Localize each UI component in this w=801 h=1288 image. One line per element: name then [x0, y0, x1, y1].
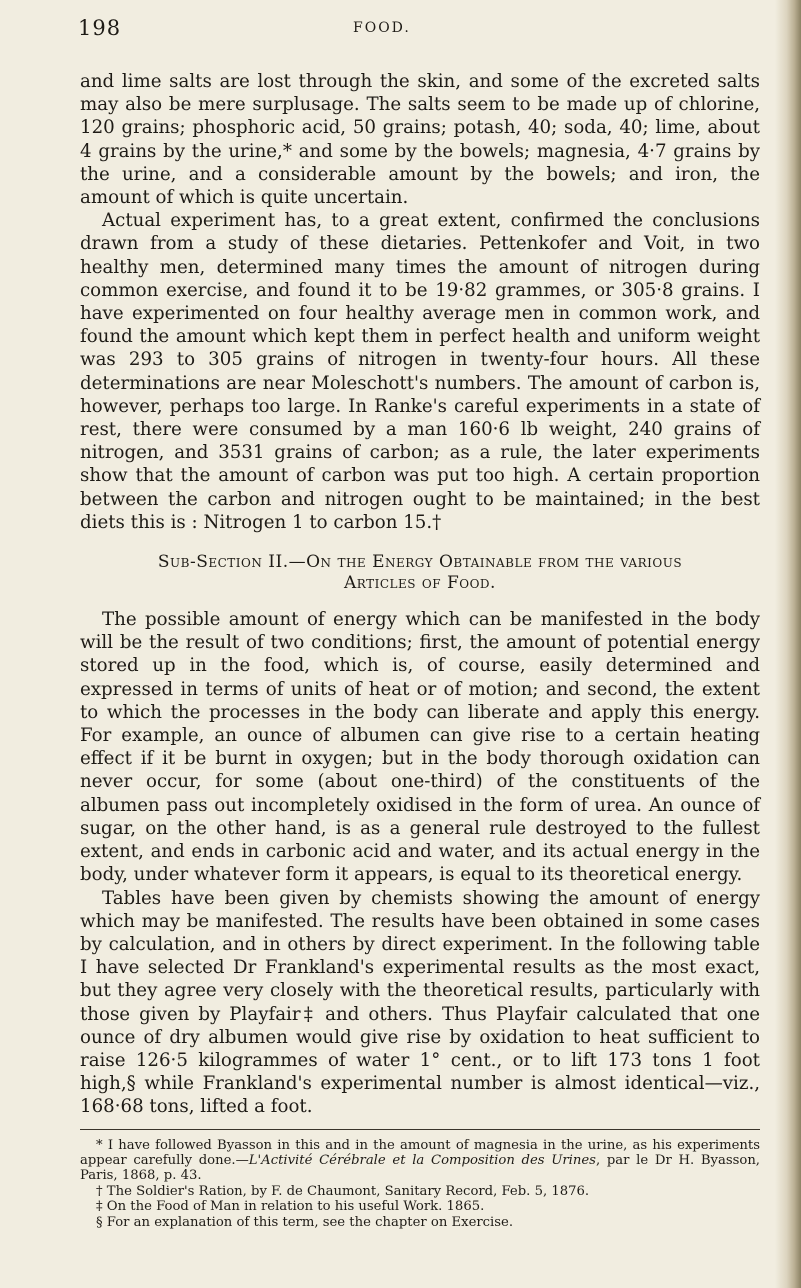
footnote-4: § For an explanation of this term, see the chapter on Exercise. [96, 1214, 514, 1230]
footnote-1 [80, 1138, 760, 1184]
footnote-2: † The Soldier's Ration, by F. de Chaumont, Sanitary Record, Feb. 5, 1876. [96, 1183, 590, 1199]
footnote-1-tail: , par le Dr H. Byasson, Paris, 1868, p. 43. [80, 1152, 760, 1184]
section-heading [80, 552, 760, 594]
footnote-3: ‡ On the Food of Man in relation to his useful Work. 1865. [96, 1199, 485, 1215]
section-heading-line-1: Sub-Section II.—On the Energy Obtainable from the various [157, 552, 683, 573]
paragraph-experiment: Actual experiment has, to a great extent, confirmed the conclusions drawn from a study of these dietaries. Pettenkofer and Voit, in two healthy men, determined many times the amount of nitrogen during common exercise, and found it to be 19·82 grammes, or 305·8 grains. I have experimented on four healthy average men in common work, and found the amount which kept them in perfect health and uniform weight was 293 to 305 grains of nitrogen in twenty-four hours. All these determinations are near Moleschott's numbers. The amount of carbon is, however, perhaps too large. In Ranke's careful experiments in a state of rest, there were consumed by a man 160·6 lb weight, 240 grains of nitrogen, and 3531 grains of carbon; as a rule, the later experiments show that the amount of carbon was put too high. A certain proportion between the carbon and nitrogen ought to be maintained; in the best diets this is : Nitrogen 1 to carbon 15.† [80, 210, 760, 533]
running-head: FOOD. [353, 20, 411, 36]
paragraph-continued: and lime salts are lost through the skin, and some of the excreted salts may also be mere surplusage. The salts seem to be made up of chlorine, 120 grains; phosphoric acid, 50 grains; potash, 40; soda, 40; lime, about 4 grains by the urine,* and some by the bowels; magnesia, 4·7 grains by the urine, and a considerable amount by the bowels; and iron, the amount of which is quite uncertain. [80, 71, 760, 209]
section-heading-line-2: Articles of Food. [344, 573, 496, 594]
page-body [80, 70, 760, 1230]
page-number: 198 [78, 16, 122, 40]
paragraph-energy: The possible amount of energy which can be manifested in the body will be the result of two conditions; first, the amount of potential energy stored up in the food, which is, of course, easily determined and expressed in terms of units of heat or of motion; and second, the extent to which the processes in the body can liberate and apply this energy. For example, an ounce of albumen can give rise to a certain heating effect if it be burnt in oxygen; but in the body thorough oxidation can never occur, for some (about one-third) of the constituents of the albumen pass out incompletely oxidised in the form of urea. An ounce of sugar, on the other hand, is as a general rule destroyed to the fullest extent, and ends in carbonic acid and water, and its actual energy in the body, under whatever form it appears, is equal to its theoretical energy. [80, 609, 760, 886]
footnotes [80, 1138, 760, 1230]
page-header [78, 16, 738, 46]
footnote-1-text: * I have followed Byasson in this and in the amount of magnesia in the urine, as his experiments appear carefully done.— [80, 1137, 760, 1168]
paragraph-tables: Tables have been given by chemists showing the amount of energy which may be manifested. The results have been obtained in some cases by calculation, and in others by direct experiment. In the following table I have selected Dr Frankland's experimental results as the most exact, but they agree very closely with the theoretical results, particularly with those given by Playfair‡ and others. Thus Playfair calculated that one ounce of dry albumen would give rise by oxidation to heat sufficient to raise 126·5 kilogrammes of water 1° cent., or to lift 173 tons 1 foot high,§ while Frankland's experimental number is almost identical—viz., 168·68 tons, lifted a foot. [80, 887, 760, 1118]
page-edge-shadow [775, 0, 801, 1288]
footnote-divider [80, 1129, 760, 1130]
footnote-1-title: L'Activité Cérébrale et la Composition des Urines [248, 1152, 596, 1168]
